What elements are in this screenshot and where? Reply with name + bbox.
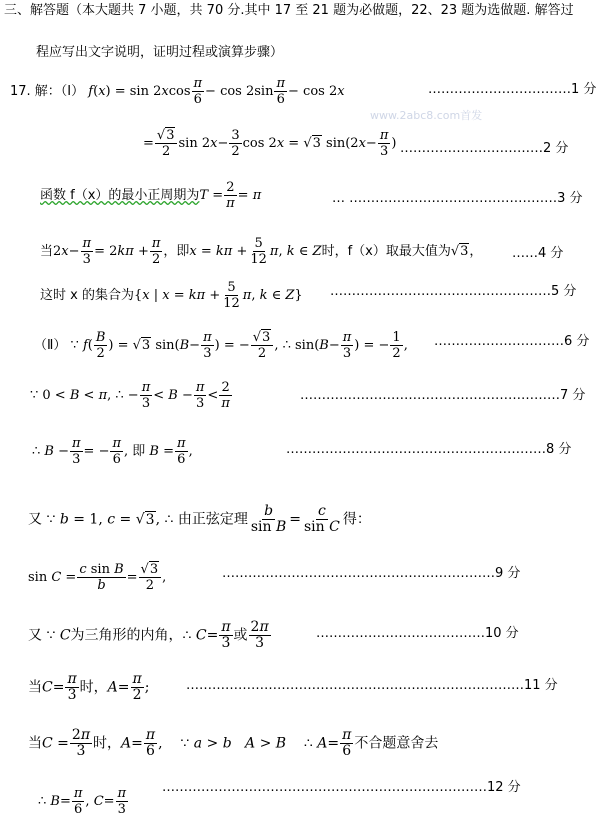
watermark: www.2abc8.com首发 [370, 109, 483, 122]
step-4: 当2x− $\frac{\pi}{3}$ = 2kπ + $\frac{\pi}{2}$ ，即x = kπ + $\frac{5}{12}$ π, k ∈ Z时，f（x）取最大值为√3， [40, 236, 483, 267]
score-leader: ……………………………1 分 [428, 82, 596, 97]
score-leader: ……………………………………………………8 分 [286, 442, 572, 457]
score-leader: ………………………………………………………9 分 [222, 566, 521, 581]
step-10: sin C = $\frac{\text{c sin B}}{b}$ = $\frac{√3}{2}$ , [28, 562, 167, 593]
step-3: 函数 f（x）的最小正周期为T = $\frac{2}{\pi}$ = π [40, 180, 262, 211]
step-5: 这时 x 的集合为{x | x = kπ + $\frac{5}{12}$ π, k ∈ Z} [40, 280, 303, 311]
step-1: 17. 解：（Ⅰ） f(x) = sin 2xcos $\frac{\pi}{6}$ − cos 2sin $\frac{\pi}{6}$ − cos 2x [10, 76, 345, 107]
step-12: 当C= $\frac{\pi}{3}$ 时，A= $\frac{\pi}{2}$ ; [28, 671, 150, 703]
step-13: 当C = $\frac{2\pi}{3}$ 时，A= $\frac{\pi}{6}$ , ∵ a > b A > B ∴ A= $\frac{\pi}{6}$ 不合题意舍去 [28, 727, 439, 759]
step-2: = $\frac{√3}{2}$ sin 2x− $\frac{3}{2}$ cos 2x = √3 sin(2x− $\frac{\pi}{3}$ ) [143, 128, 397, 159]
score-leader: …………………………6 分 [434, 334, 590, 349]
problem-label: 17. 解：（Ⅰ） [10, 84, 85, 99]
step-6: （Ⅱ） ∵ f( $\frac{B}{2}$ ) = √3 sin(B− $\frac{\pi}{3}$ ) = − $\frac{√3}{2}$ , ∴ sin(B− $\frac{\pi}{3}$ ) = − $\frac{1}{2}$ , [34, 330, 408, 361]
step-11: 又 ∵ C为三角形的内角，∴ C= $\frac{\pi}{3}$ 或 $\frac{2\pi}{3}$ [28, 619, 269, 651]
section-heading-cont: 程应写出文字说明，证明过程或演算步骤） [36, 45, 284, 60]
score-leader: ……4 分 [512, 246, 564, 261]
score-leader: ……………………………………………………7 分 [300, 388, 586, 403]
step-9: 又 ∵ b = 1, c = √3, ∴ 由正弦定理 $\frac{b}{\text{sin B}}$ = $\frac{c}{\text{sin C}}$ 得： [28, 503, 371, 535]
step-8: ∴ B − $\frac{\pi}{3}$ = − $\frac{\pi}{6}$ , 即 B = $\frac{\pi}{6}$ , [32, 436, 193, 467]
section-heading: 三、解答题（本大题共 7 小题，共 70 分.其中 17 至 21 题为必做题，22、23 题为选做题. 解答过 [4, 3, 574, 18]
score-leader: …………………………………10 分 [316, 626, 519, 641]
score-leader: ……………………………2 分 [400, 141, 569, 156]
score-leader: ……………………………………………5 分 [330, 284, 577, 299]
score-leader: ……………………………………………………………………11 分 [186, 678, 558, 693]
step-7: ∵ 0 < B < π, ∴ − $\frac{\pi}{3}$ < B − $\frac{\pi}{3}$ < $\frac{2}{\pi}$ [30, 380, 230, 411]
score-leader: … …………………………………………3 分 [332, 191, 583, 206]
step-14: ∴ B= $\frac{\pi}{6}$ , C= $\frac{\pi}{3}$ [38, 786, 127, 817]
score-leader: …………………………………………………………………12 分 [162, 780, 521, 795]
